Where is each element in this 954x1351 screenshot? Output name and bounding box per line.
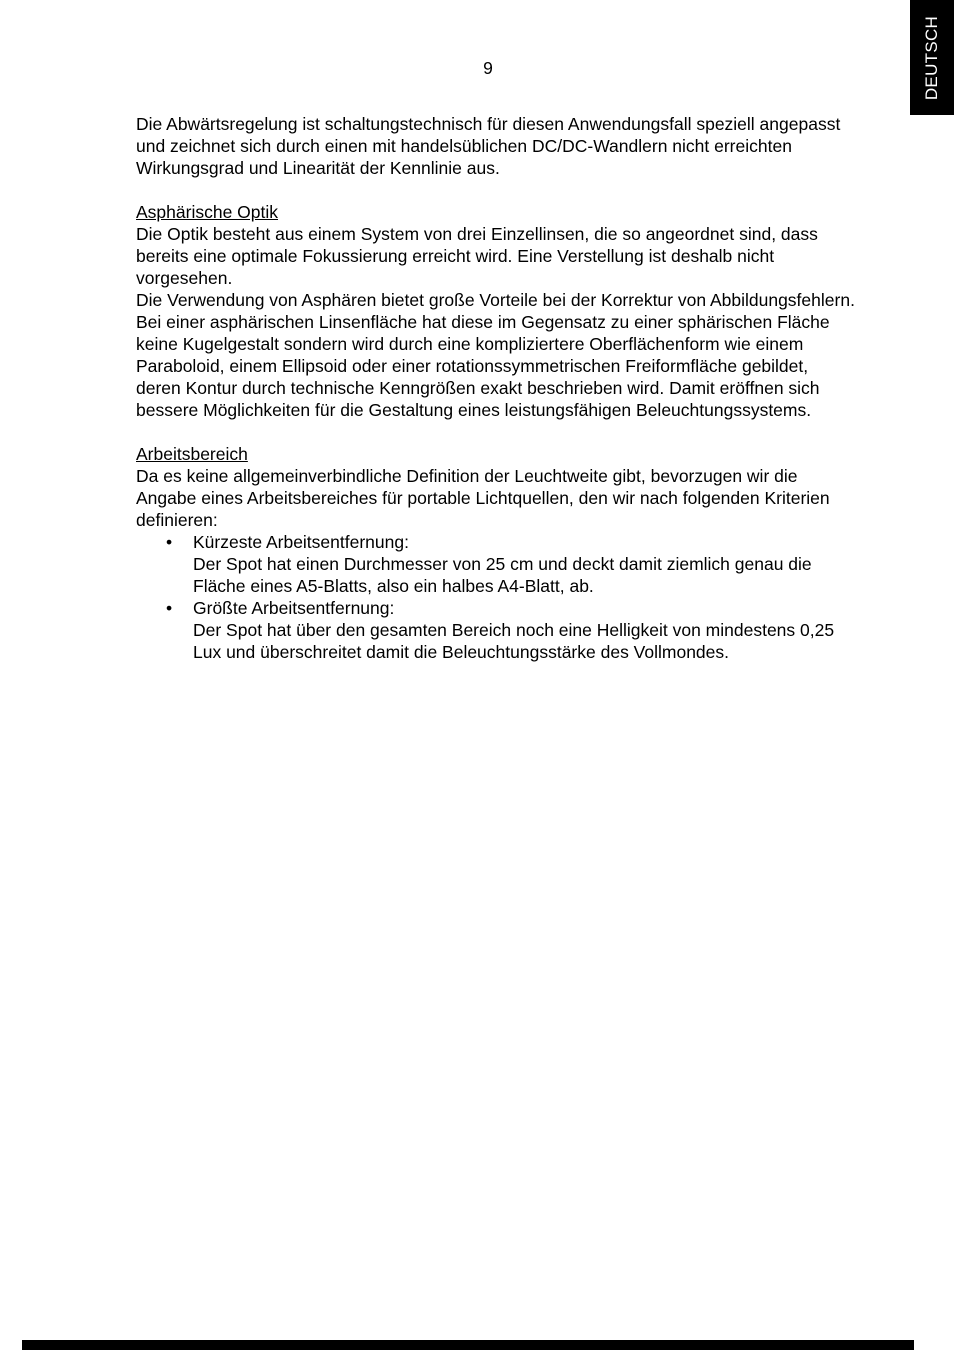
arbeitsbereich-intro: Da es keine allgemeinverbindliche Definition der Leuchtweite gibt, bevorzugen wir die Angabe eines Arbeitsbereiches für portable Lichtquellen, den wir nach folgenden Kriterien definieren: [136, 466, 830, 530]
section-aspherical-optics [136, 201, 856, 421]
language-tab-label: DEUTSCH [922, 15, 941, 101]
optik-paragraph-1: Die Optik besteht aus einem System von drei Einzellinsen, die so angeordnet sind, dass bereits eine optimale Fokussierung erreicht wird. Eine Verstellung ist deshalb nicht vorgesehen. [136, 224, 818, 288]
paragraph-spacer [136, 421, 856, 443]
list-item [136, 531, 856, 597]
footer-bar [22, 1340, 914, 1350]
bullet-icon: • [166, 598, 173, 618]
paragraph-spacer [136, 179, 856, 201]
bullet-icon: • [166, 532, 173, 552]
section-working-range [136, 443, 856, 663]
optik-paragraph-2: Die Verwendung von Asphären bietet große Vorteile bei der Korrektur von Abbildungsfehlern. Bei einer asphärischen Linsenfläche hat diese im Gegensatz zu einer sphärischen Fläche keine Kugelgestalt sondern wird durch eine kompliziertere Oberflächenform wie einem Paraboloid, einem Ellipsoid oder einer rotationssymmetrischen Freiformfläche gebildet, deren Kontur durch technische Kenngrößen exakt beschrieben wird. Damit eröffnen sich bessere Möglichkeiten für die Gestaltung eines leistungsfähigen Beleuchtungssystems. [136, 290, 855, 420]
list-item-text: Der Spot hat über den gesamten Bereich noch eine Helligkeit von mindestens 0,25 Lux und überschreitet damit die Beleuchtungsstärke des Vollmondes. [193, 620, 835, 662]
list-item-text: Der Spot hat einen Durchmesser von 25 cm und deckt damit ziemlich genau die Fläche eines A5-Blatts, also ein halbes A4-Blatt, ab. [193, 554, 812, 596]
list-item [136, 597, 856, 663]
criteria-list [136, 531, 856, 663]
list-item-title: Kürzeste Arbeitsentfernung: [193, 532, 409, 552]
section-heading-arbeitsbereich: Arbeitsbereich [136, 444, 248, 464]
page-number: 9 [483, 58, 493, 78]
document-body [136, 113, 856, 663]
section-heading-optik: Asphärische Optik [136, 202, 279, 222]
intro-paragraph: Die Abwärtsregelung ist schaltungstechnisch für diesen Anwendungsfall speziell angepasst und zeichnet sich durch einen mit handelsüblichen DC/DC-Wandlern nicht erreichten Wirkungsgrad und Linearität der Kennlinie aus. [136, 114, 841, 178]
list-item-title: Größte Arbeitsentfernung: [193, 598, 395, 618]
